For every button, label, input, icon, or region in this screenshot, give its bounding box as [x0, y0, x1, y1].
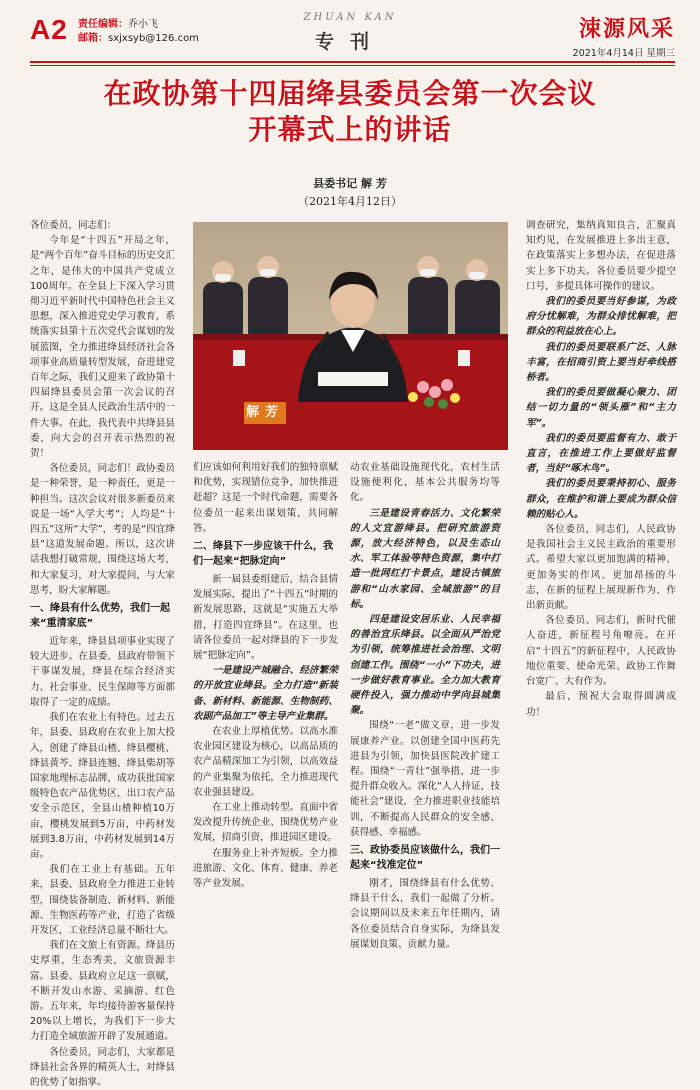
- speaker-photo: [193, 222, 508, 450]
- editor-label: 责任编辑：: [78, 19, 128, 30]
- section-heading-3: 三、政协委员应该做什么，我们一起来“找准定位”: [350, 845, 500, 872]
- title-line-2: 开幕式上的讲话: [248, 113, 452, 146]
- paragraph: 三是建设青春活力、文化繁荣的人文宜游绛县。把研究旅游资源，放大经济特色，以及生态山水、军工体验等特色资源，集中打造一批网红打卡景点，建设古镇旅游和“山水家园、全域旅游”的目标。: [350, 507, 500, 610]
- paragraph: 各位委员、同志们，新时代催人奋进，新征程号角嘹亮。在开启“十四五”的新征程中，人民政协地位重要、使命光荣、政协工作舞台宽广、大有作为。: [526, 615, 676, 688]
- paragraph: 我们的委员要做凝心聚力、团结一切力量的“领头雁”和“主力军”。: [526, 387, 676, 429]
- paragraph: 调查研究，集纳真知良言，汇聚真知灼见，在发展推进上多出主意，在政策落实上多想办法，在促进落实上多下功夫。各位委员要少提空口号，多提具体可操作的建议。: [526, 220, 676, 292]
- paragraph: 我们的委员要当好参谋，为政府分忧解难，为群众排忧解难，把群众的利益放在心上。: [526, 296, 676, 338]
- paragraph: 我们在工业上有基础。五年来，县委、县政府全力推进工业转型，围绕装备制造、新材料、新能源、生物医药等产业，打造了省级开发区，工业经济总量不断壮大。: [30, 864, 175, 936]
- brand-name: 涑源风采: [578, 16, 675, 42]
- paragraph: 我们的委员要联系广泛、人脉丰富，在招商引资上要当好牵线搭桥者。: [526, 341, 676, 384]
- paragraph: 各位委员，同志们，大家都是绛县社会各界的精英人士，对绛县的优势了如指掌。: [30, 1046, 175, 1088]
- paragraph: 新一届县委组建后，结合县情发展实际，提出了“十四五”时期的新发展思路，这就是“实施五大举措，打造四宜绛县”。在这里，也请各位委员一起对绛县的下一步发展“把脉定向”。: [193, 574, 338, 662]
- masthead: [30, 12, 675, 58]
- section-pinyin: ZHUAN KAN: [303, 12, 397, 23]
- column-4: [526, 218, 676, 966]
- paragraph: 各位委员，同志们，人民政协是我国社会主义民主政治的重要形式。希望大家以更加饱满的精神、更加务实的作风、更加昂扬的斗志，在新的征程上展现新作为、作出新贡献。: [526, 524, 676, 612]
- section-heading-1: 一、绛县有什么优势，我们一起来“重清家底”: [30, 603, 170, 630]
- photo-illustration: [193, 222, 508, 450]
- paragraph: 们应该如何利用好我们的独特禀赋和优势，实现错位竞争，加快推进赶超？这是一个时代命题，需要各位委员一起来出谋划策，共同解答。: [193, 462, 338, 534]
- paragraph: 今年是“十四五”开局之年，是“两个百年”奋斗目标的历史交汇之年，是伟大的中国共产党成立100周年。在全县上下深入学习贯彻习近平新时代中国特色社会主义思想，深入推进党史学习教育，系统落实县第十五次党代会谋划的发展蓝图，全力推进绛县经济社会各项事业高质量转型发展，奋进建党百年之际，我们又迎来了政协第十四届绛县委员会第一次会议的召开。这是全县人民政治生活中的一件大事。在此，我代表中共绛县县委，向大会的召开表示热烈的祝贺！: [30, 235, 175, 460]
- header-rule: [30, 61, 675, 63]
- issue-date: 2021年4月14日 星期三: [572, 48, 675, 59]
- paragraph: 一是建设产城融合、经济繁荣的开放宜业绛县。全力打造“新装备、新材料、新能源、生物制药、农副产品加工”等主导产业集群。: [193, 665, 338, 722]
- paragraph: 在工业上推动转型。直面中省发改提升传统企业、围绕优势产业发展，招商引资，推进园区建设。: [193, 802, 338, 844]
- article-title: [20, 76, 680, 148]
- column-2: [193, 460, 338, 966]
- paragraph: 动农业基础设施现代化，农村生活设施便利化，基本公共服务均等化。: [350, 462, 500, 504]
- speech-date: （2021年4月12日）: [298, 195, 402, 208]
- column-1: [30, 218, 175, 1088]
- paragraph: 各位委员，同志们！政协委员是一种荣誉，是一种责任，更是一种担当。这次会议对很多新委员来说是一场“入学大考”；人均是“十四五”这所“大学”，考的是“四宜绛县”这道发展命题。所以，这次讲话我想打破常规，围绕这场大考，和大家复习，对大家提问，与大家思考，盼大家解题。: [30, 463, 175, 596]
- editor-name: 乔小飞: [128, 19, 158, 30]
- closing: 最后，预祝大会取得圆满成功！: [526, 691, 676, 718]
- section-heading-2: 二、绛县下一步应该干什么，我们一起来“把脉定向”: [193, 541, 333, 568]
- paragraph: 在农业上厚植优势。以高水准农业园区建设为核心，以高品质的农产品精深加工为引领，以高效益的产业集聚为依托，全力推进现代农业强县建设。: [193, 726, 338, 798]
- paragraph: 我们在农业上有特色。过去五年，县委、县政府在农业上加大投入，创建了绛县山楂、绛县樱桃、绛县黄芩、绛县连翘、绛县柴胡等国家地理标志品牌，成功获批国家级特色农产品优势区，出口农产品安全示范区，全县山楂种植10万亩，樱桃发展到5万亩，中药材发展到3.8万亩，中药材发展到14万亩。: [30, 712, 175, 860]
- paragraph: 我们的委员要监督有力、敢于直言，在推进工作上要做好监督者，当好“啄木鸟”。: [526, 432, 676, 475]
- editor-email: sxjxsyb@126.com: [108, 33, 199, 44]
- paragraph: 近年来，绛县县项事业实现了较大进步。在县委、县政府带领下干事谋发展，绛县在综合经济实力、社会事业、民生保障等方面都取得了一定的成绩。: [30, 636, 175, 708]
- paragraph: 在服务业上补齐短板。全力推进旅游、文化、体育、健康、养老等产业发展。: [193, 847, 338, 890]
- paragraph: 刚才，围绕绛县有什么优势、绛县干什么，我们一起做了分析。会议期间以及未来五年任期内，请各位委员结合自身实际，为绛县发展谋划良策、贡献力量。: [350, 878, 500, 950]
- email-label: 邮箱：: [78, 33, 108, 44]
- section-header: [260, 12, 440, 54]
- paragraph: 四是建设安居乐业、人民幸福的善治宜乐绛县。以全面从严治党为引领，统筹推进社会治理、文明创建工作。围绕“一小”下功夫，进一步做好教育事业。全力加大教育硬件投入，强力推动中学向县城集聚。: [350, 614, 500, 717]
- photo-caption: 解芳: [244, 402, 286, 424]
- section-name: 专刊: [314, 31, 385, 53]
- paragraph: 围绕“一老”做文章，进一步发展康养产业。以创建全国中医药先进县为引领，加快县医院改扩建工程。围绕“一青壮”强举措，进一步提升群众收入。深化“人人持证，技能社会”建设，全力推进职业技能培训，不断提高人民群众的安全感、获得感、幸福感。: [350, 720, 500, 838]
- editor-info: [78, 18, 199, 46]
- brand-block: [573, 12, 675, 59]
- byline: 县委书记 解 芳: [313, 177, 387, 190]
- header-rule-thin: [30, 65, 675, 66]
- paragraph: 我们的委员要秉持初心、服务群众，在维护和谐上要成为群众信赖的贴心人。: [526, 478, 676, 520]
- paragraph: 我们在文旅上有资源。绛县历史厚重，生态秀美，文旅资源丰富。县委、县政府立足这一禀赋，不断开发山水游、采摘游、红色游。五年来，年均接待游客量保持20%以上增长，为我们下一步大力打造全域旅游开辟了发展通道。: [30, 940, 175, 1043]
- column-3: [350, 460, 500, 966]
- salutation: 各位委员，同志们：: [30, 220, 117, 231]
- page-number: A2: [30, 14, 68, 45]
- title-line-1: 在政协第十四届绛县委员会第一次会议: [103, 77, 597, 110]
